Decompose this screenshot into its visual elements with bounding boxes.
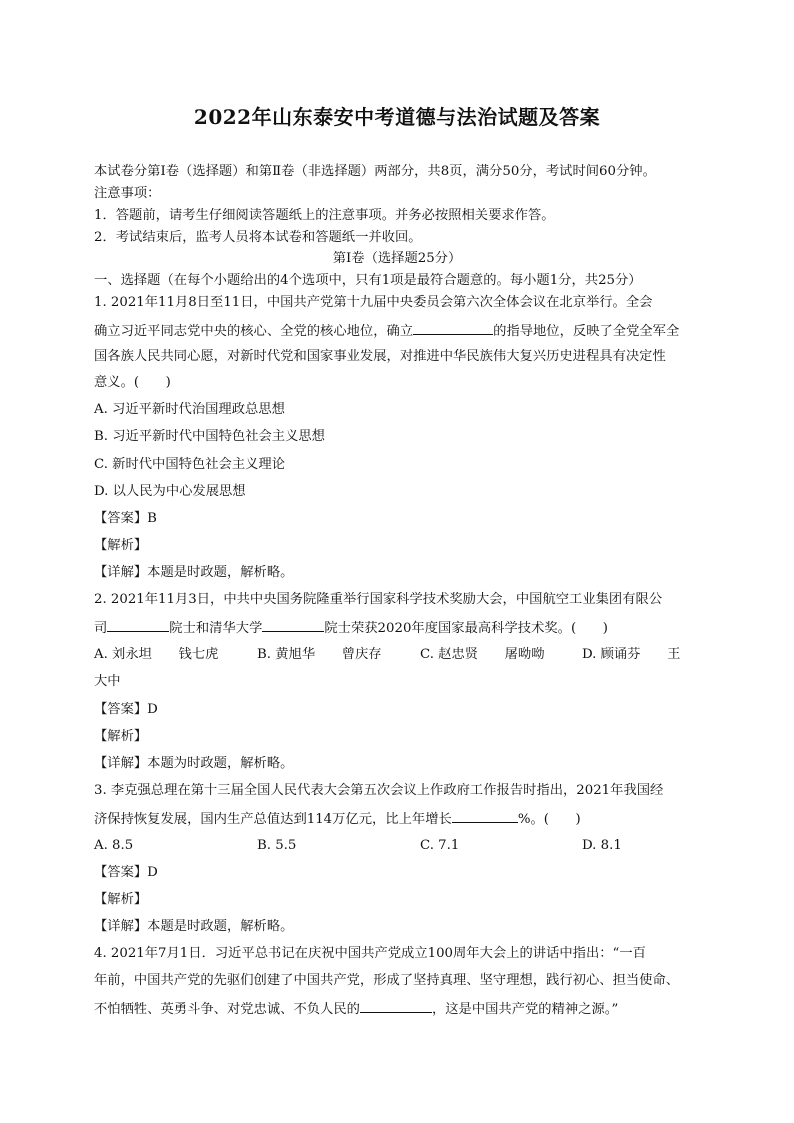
q4-stem-text: ，这是中国共产党的精神之源。”: [431, 1002, 619, 1017]
q4-blank: [360, 999, 432, 1013]
q2-detail: 【详解】本题为时政题，解析略。: [94, 756, 294, 771]
q2-stem-text: 院士荣获2020年度国家最高科学技术奖。( ): [324, 621, 608, 636]
q1-option-b: B. 习近平新时代中国特色社会主义思想: [94, 429, 325, 444]
q3-option-b: B. 5.5: [257, 838, 297, 853]
q2-answer: 【答案】D: [94, 702, 158, 717]
notice-item-2: 2．考试结束后，监考人员将本试卷和答题纸一并收回。: [94, 230, 422, 245]
notice-item-1: 1．答题前，请考生仔细阅读答题纸上的注意事项。并务必按照相关要求作答。: [94, 208, 555, 223]
q1-answer: 【答案】B: [94, 511, 157, 526]
section-header: 一、选择题（在每个小题给出的4个选项中，只有1项是最符合题意的。每小题1分，共25分）: [94, 273, 642, 288]
q1-stem-text: 确立习近平同志党中央的核心、全党的核心地位，确立: [94, 324, 414, 339]
q2-option-b: B. 黄旭华 曾庆存: [257, 647, 382, 662]
q3-option-c: C. 7.1: [420, 838, 460, 853]
part1-header: 第Ⅰ卷（选择题25分）: [332, 251, 462, 266]
q2-analysis: 【解析】: [94, 729, 148, 744]
q1-option-d: D. 以人民为中心发展思想: [94, 484, 246, 499]
q1-stem-line-2: [94, 321, 679, 341]
q1-analysis: 【解析】: [94, 538, 148, 553]
q1-stem-text: 的指导地位，反映了全党全军全: [493, 324, 680, 339]
q1-stem-line-4: 意义。( ): [94, 375, 171, 390]
q1-stem-line-1: 1. 2021年11月8日至11日，中国共产党第十九届中央委员会第六次全体会议在北京举行。全会: [94, 295, 653, 310]
page-title: 2022年山东泰安中考道德与法治试题及答案: [193, 105, 601, 129]
q4-stem-line-3: [94, 999, 618, 1019]
q1-option-a: A. 习近平新时代治国理政总思想: [94, 402, 285, 417]
q2-blank-1: [107, 618, 169, 632]
q2-stem-line-2: [94, 618, 608, 638]
q2-stem-line-1: 2. 2021年11月3日，中共中央国务院隆重举行国家科学技术奖励大会，中国航空工业集团有限公: [94, 592, 663, 607]
q3-option-a: A. 8.5: [94, 838, 134, 853]
q3-blank: [452, 809, 518, 823]
q1-stem-line-3: 国各族人民共同心愿，对新时代党和国家事业发展，对推进中华民族伟大复兴历史进程具有决定性: [94, 349, 666, 364]
q4-stem-line-2: 年前，中国共产党的先驱们创建了中国共产党，形成了坚持真理、坚守理想，践行初心、担当使命、: [94, 973, 680, 988]
q1-detail: 【详解】本题是时政题，解析略。: [94, 565, 294, 580]
intro-line: 本试卷分第Ⅰ卷（选择题）和第Ⅱ卷（非选择题）两部分，共8页，满分50分，考试时间60分钟。: [94, 164, 656, 179]
q2-stem-text: 司: [94, 621, 108, 636]
q1-blank: [413, 321, 493, 335]
q2-option-d: D. 顾诵芬 王: [582, 647, 681, 662]
q2-blank-2: [262, 618, 324, 632]
q3-analysis: 【解析】: [94, 892, 148, 907]
q3-answer: 【答案】D: [94, 865, 158, 880]
q3-option-d: D. 8.1: [582, 838, 622, 853]
q3-detail: 【详解】本题是时政题，解析略。: [94, 919, 294, 934]
q3-stem-text: 济保持恢复发展，国内生产总值达到114万亿元，比上年增长: [94, 812, 452, 827]
notice-heading: 注意事项：: [94, 186, 161, 201]
q2-option-d-cont: 大中: [94, 674, 121, 689]
q4-stem-line-1: 4. 2021年7月1日．习近平总书记在庆祝中国共产党成立100周年大会上的讲话中指出：“一百: [94, 946, 646, 961]
q2-option-c: C. 赵忠贤 屠呦呦: [420, 647, 545, 662]
q2-option-a: A. 刘永坦 钱七虎: [94, 647, 219, 662]
q3-stem-text: %。( ): [517, 812, 581, 827]
q4-stem-text: 不怕牺牲、英勇斗争、对党忠诚、不负人民的: [94, 1002, 360, 1017]
q1-option-c: C. 新时代中国特色社会主义理论: [94, 457, 286, 472]
q2-stem-text: 院士和清华大学: [169, 621, 263, 636]
q3-stem-line-1: 3. 李克强总理在第十三届全国人民代表大会第五次会议上作政府工作报告时指出，2021年我国经: [94, 783, 664, 798]
q3-stem-line-2: [94, 809, 581, 829]
